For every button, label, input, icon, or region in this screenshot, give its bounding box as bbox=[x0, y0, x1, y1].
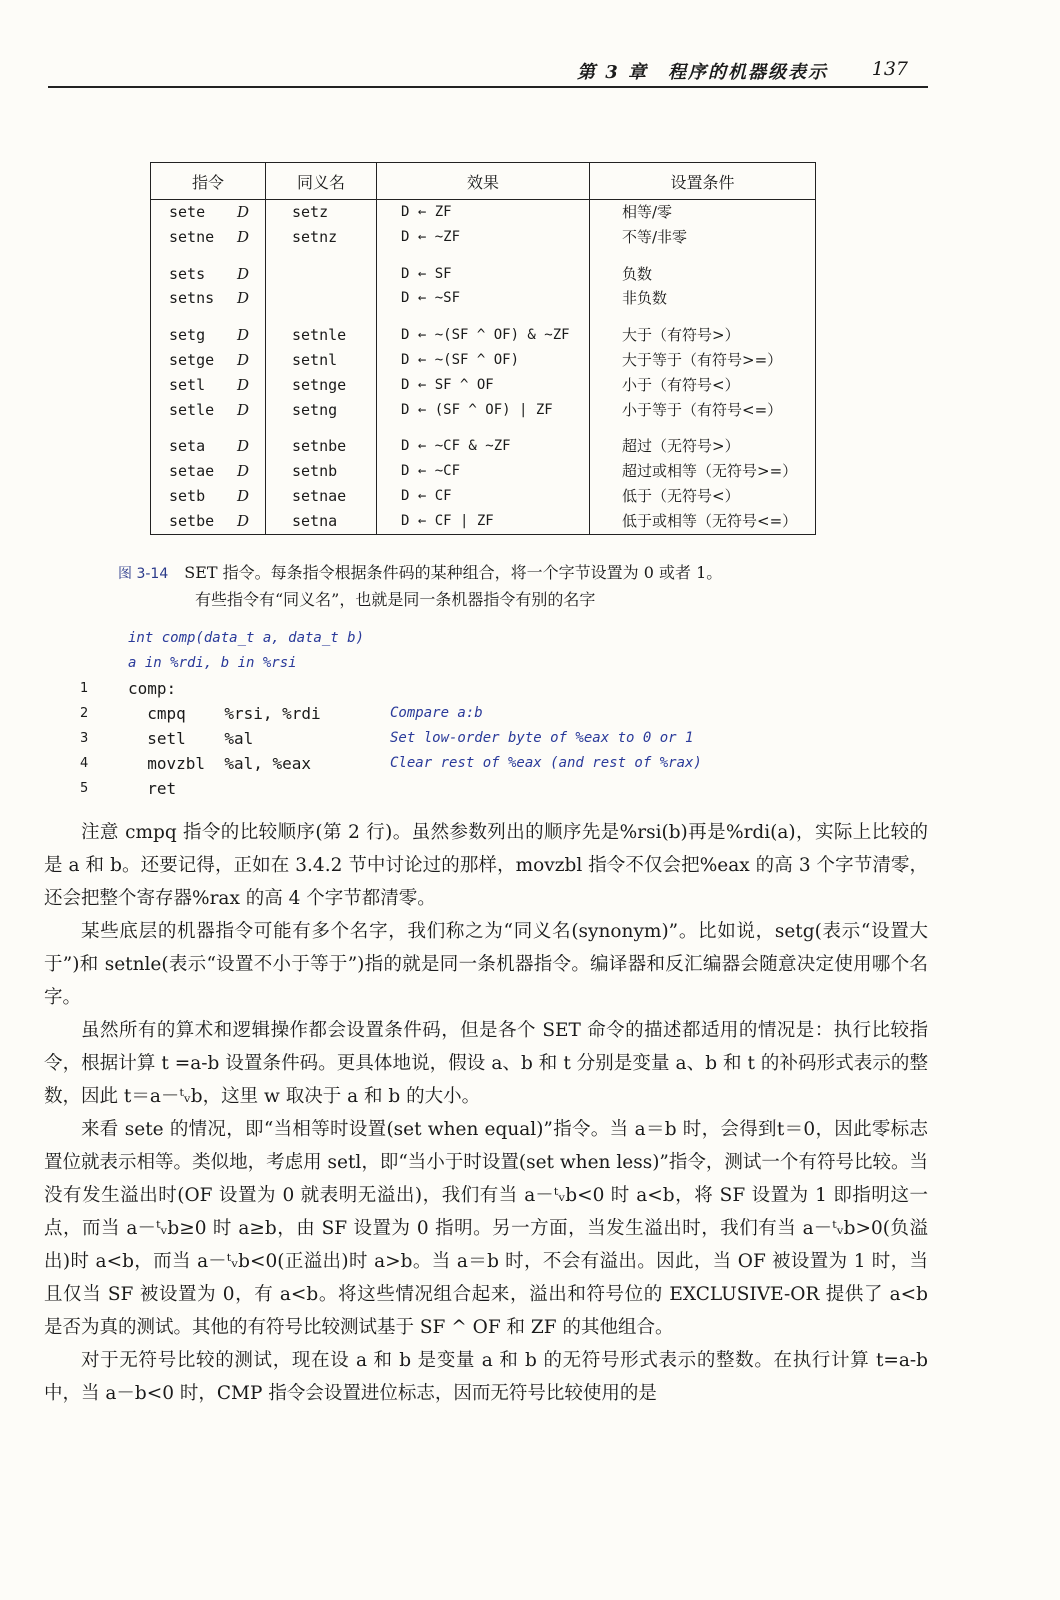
instruction-name: setae bbox=[169, 462, 215, 481]
condition: 大于（有符号>） bbox=[622, 326, 740, 345]
table-row-instruction bbox=[169, 225, 265, 250]
synonym bbox=[292, 262, 376, 287]
code-line bbox=[80, 676, 900, 701]
code-text: cmpq %rsi, %rdi bbox=[128, 704, 321, 723]
table-row-instruction bbox=[169, 459, 265, 484]
caption-line-1: SET 指令。每条指令根据条件码的某种组合，将一个字节设置为 0 或者 1。 bbox=[184, 563, 723, 582]
instruction-name: sete bbox=[169, 203, 206, 221]
synonym: setnae bbox=[292, 486, 347, 505]
synonym: setnb bbox=[292, 462, 338, 481]
operand: D bbox=[237, 350, 250, 369]
code-line bbox=[80, 726, 900, 751]
instruction-name: seta bbox=[169, 437, 206, 456]
instruction-name: setg bbox=[169, 326, 206, 345]
paragraph: 对于无符号比较的测试，现在设 a 和 b 是变量 a 和 b 的无符号形式表示的整数。在执行计算 t=a-b 中，当 a－b<0 时，CMP 指令会设置进位标志，因而无符号比较使用的是 bbox=[44, 1350, 928, 1404]
effect: D ← CF bbox=[401, 487, 452, 504]
code-comment: Clear rest of %eax (and rest of %rax) bbox=[390, 755, 702, 771]
table-row-instruction bbox=[169, 434, 265, 459]
instruction-name: setne bbox=[169, 227, 215, 246]
table-row-instruction bbox=[169, 509, 265, 534]
synonym: setnge bbox=[292, 375, 347, 394]
operand: D bbox=[237, 326, 250, 345]
synonym: setz bbox=[292, 203, 329, 221]
effect: D ← ~(SF ^ OF) bbox=[401, 351, 520, 368]
condition: 低于或相等（无符号<=） bbox=[622, 511, 798, 530]
col-header-condition: 设置条件 bbox=[590, 163, 816, 200]
condition: 低于（无符号<） bbox=[622, 486, 740, 505]
instruction-name: setb bbox=[169, 486, 206, 505]
synonym: setnz bbox=[292, 227, 338, 246]
condition: 超过（无符号>） bbox=[622, 437, 740, 456]
table-row-instruction bbox=[169, 398, 265, 423]
instruction-name: setl bbox=[169, 375, 206, 394]
instruction-name: setge bbox=[169, 350, 215, 369]
condition: 相等/零 bbox=[622, 203, 673, 221]
paragraph: 虽然所有的算术和逻辑操作都会设置条件码，但是各个 SET 命令的描述都适用的情况是：执行比较指令，根据计算 t =a-b 设置条件码。更具体地说，假设 a、b 和 t 分别是变量 a、b 和 t 的补码形式表示的整数，因此 t＝a－ᵗᵥb，这里 w 取决于 a 和 b 的大小。 bbox=[44, 1020, 928, 1107]
operand: D bbox=[237, 462, 250, 481]
table-body bbox=[151, 200, 816, 535]
synonym: setnle bbox=[292, 326, 347, 345]
line-number: 2 bbox=[80, 706, 89, 721]
line-number: 5 bbox=[80, 781, 89, 796]
code-comment: Compare a:b bbox=[390, 705, 483, 721]
effect: D ← ZF bbox=[401, 204, 452, 220]
synonym: setnbe bbox=[292, 437, 347, 456]
table-row-instruction bbox=[169, 200, 265, 225]
table-row-instruction bbox=[169, 262, 265, 287]
code-register-note: a in %rdi, b in %rsi bbox=[128, 655, 297, 671]
condition: 超过或相等（无符号>=） bbox=[622, 462, 798, 481]
operand: D bbox=[237, 511, 250, 530]
effect: D ← ~CF & ~ZF bbox=[401, 438, 511, 455]
operand: D bbox=[237, 486, 250, 505]
operand: D bbox=[237, 375, 250, 394]
line-number: 4 bbox=[80, 756, 89, 771]
operand: D bbox=[237, 289, 250, 308]
line-number: 3 bbox=[80, 731, 89, 746]
operand: D bbox=[237, 203, 250, 221]
synonym-column bbox=[266, 200, 377, 535]
effect: D ← CF | ZF bbox=[401, 512, 494, 529]
synonym bbox=[292, 286, 376, 311]
code-text: comp: bbox=[128, 679, 177, 698]
table-header-row bbox=[151, 163, 816, 200]
instruction-name: setle bbox=[169, 400, 215, 419]
paragraph: 某些底层的机器指令可能有多个名字，我们称之为“同义名(synonym)”。比如说，setg(表示“设置大于”)和 setnle(表示“设置不小于等于”)指的就是同一条机器指令。编译器和反汇编器会随意决定使用哪个名字。 bbox=[44, 921, 928, 1008]
synonym: setna bbox=[292, 511, 338, 530]
synonym: setng bbox=[292, 400, 338, 419]
chapter-title: 第 3 章 程序的机器级表示 bbox=[576, 62, 828, 83]
instruction-name: setbe bbox=[169, 511, 215, 530]
effect: D ← ~SF bbox=[401, 290, 461, 307]
operand: D bbox=[237, 227, 250, 246]
condition-column bbox=[590, 200, 816, 535]
table-row-instruction bbox=[169, 348, 265, 373]
caption-line-2: 有些指令有“同义名”，也就是同一条机器指令有别的名字 bbox=[195, 590, 596, 609]
instruction-name: setns bbox=[169, 289, 215, 308]
col-header-synonym: 同义名 bbox=[266, 163, 377, 200]
synonym: setnl bbox=[292, 350, 338, 369]
instruction-column bbox=[151, 200, 266, 535]
condition: 大于等于（有符号>=） bbox=[622, 350, 783, 369]
col-header-instruction: 指令 bbox=[151, 163, 266, 200]
figure-caption bbox=[118, 560, 878, 613]
code-text: setl %al bbox=[128, 729, 254, 748]
operand: D bbox=[237, 437, 250, 456]
condition: 非负数 bbox=[622, 289, 668, 308]
body-text bbox=[44, 816, 928, 1410]
code-listing bbox=[80, 626, 900, 801]
table-row-instruction bbox=[169, 484, 265, 509]
code-line bbox=[80, 701, 900, 726]
col-header-effect: 效果 bbox=[377, 163, 590, 200]
instruction-name: sets bbox=[169, 264, 206, 283]
condition: 负数 bbox=[622, 264, 653, 283]
condition: 小于（有符号<） bbox=[622, 375, 740, 394]
table-row-instruction bbox=[169, 286, 265, 311]
condition: 不等/非零 bbox=[622, 227, 688, 246]
code-comment: Set low-order byte of %eax to 0 or 1 bbox=[390, 730, 694, 746]
operand: D bbox=[237, 264, 250, 283]
table-row-instruction bbox=[169, 323, 265, 348]
effect: D ← ~CF bbox=[401, 463, 461, 480]
operand: D bbox=[237, 400, 250, 419]
effect: D ← SF ^ OF bbox=[401, 376, 494, 393]
running-header bbox=[48, 50, 928, 88]
figure-label: 图 3-14 bbox=[118, 566, 169, 582]
paragraph: 来看 sete 的情况，即“当相等时设置(set when equal)”指令。当 a＝b 时，会得到t＝0，因此零标志置位就表示相等。类似地，考虑用 setl，即“当小于时设置(set when less)”指令，测试一个有符号比较。当没有发生溢出时(OF 设置为 0 就表明无溢出)，我们有当 a－ᵗᵥb<0 时 a<b，将 SF 设置为 1 即指明这一点，而当 a－ᵗᵥb≥0 时 a≥b，由 SF 设置为 0 指明。另一方面，当发生溢出时，我们有当 a－ᵗᵥb>0(负溢出)时 a<b，而当 a－ᵗᵥb<0(正溢出)时 a>b。当 a＝b 时，不会有溢出。因此，当 OF 被设置为 1 时，当且仅当 SF 被设置为 0，有 a<b。将这些情况组合起来，溢出和符号位的 EXCLUSIVE-OR 提供了 a<b 是否为真的测试。其他的有符号比较测试基于 SF ^ OF 和 ZF 的其他组合。 bbox=[44, 1119, 928, 1338]
effect: D ← SF bbox=[401, 265, 452, 282]
effect-column bbox=[377, 200, 590, 535]
page-number: 137 bbox=[871, 58, 908, 80]
code-line bbox=[80, 776, 900, 801]
code-text: movzbl %al, %eax bbox=[128, 754, 312, 773]
table-row-instruction bbox=[169, 373, 265, 398]
line-number: 1 bbox=[80, 681, 89, 696]
effect: D ← ~(SF ^ OF) & ~ZF bbox=[401, 327, 570, 344]
effect: D ← (SF ^ OF) | ZF bbox=[401, 401, 553, 418]
code-text: ret bbox=[128, 779, 177, 798]
code-signature: int comp(data_t a, data_t b) bbox=[128, 630, 365, 646]
effect: D ← ~ZF bbox=[401, 228, 461, 245]
set-instruction-table bbox=[150, 162, 816, 535]
code-line bbox=[80, 751, 900, 776]
paragraph: 注意 cmpq 指令的比较顺序(第 2 行)。虽然参数列出的顺序先是%rsi(b)再是%rdi(a)，实际上比较的是 a 和 b。还要记得，正如在 3.4.2 节中讨论过的那样，movzbl 指令不仅会把%eax 的高 3 个字节清零，还会把整个寄存器%rax 的高 4 个字节都清零。 bbox=[44, 822, 928, 909]
condition: 小于等于（有符号<=） bbox=[622, 400, 783, 419]
